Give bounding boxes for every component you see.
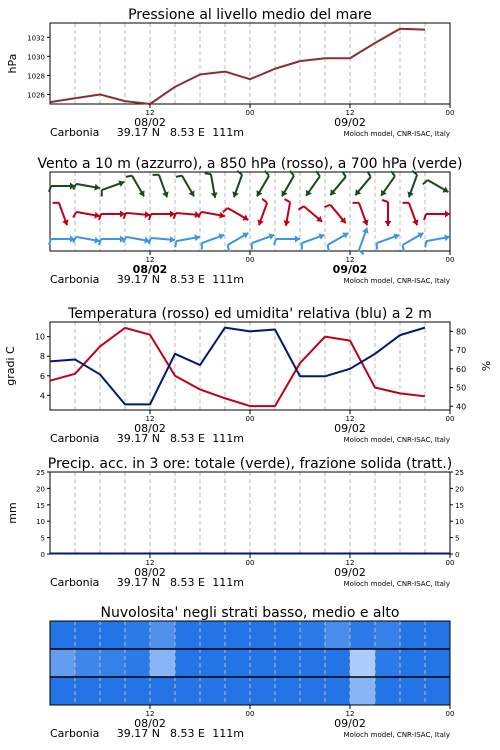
- panel-title: Vento a 10 m (azzurro), a 850 hPa (rosso), a 700 hPa (verde): [37, 156, 463, 172]
- y-tick-label: 10: [34, 332, 45, 342]
- x-tick-label: 12: [145, 710, 155, 718]
- wind-barb-850hpa-head: [385, 221, 392, 226]
- cloud-cell-medio: [400, 649, 426, 678]
- x-tick-label: 12: [345, 109, 355, 117]
- cloud-cell-basso: [100, 677, 126, 706]
- station-name: Carbonia: [50, 727, 100, 740]
- y-right-tick-label: 20: [455, 485, 464, 494]
- station-lat: 39.17 N: [116, 273, 160, 286]
- cloud-cell-medio: [275, 649, 301, 678]
- y-right-tick-label: 25: [455, 469, 464, 477]
- cloud-cell-alto: [400, 621, 426, 650]
- y-tick-label: 1026: [27, 91, 45, 100]
- cloud-cell-medio: [125, 649, 151, 678]
- wind-barb-10m-feather: [73, 237, 76, 243]
- wind-barb-850hpa-feather: [198, 212, 201, 218]
- cloud-cell-basso: [125, 677, 151, 706]
- y-tick-label: 5: [40, 534, 45, 543]
- station-alt: 111m: [212, 126, 244, 139]
- pressure-line: [50, 29, 425, 104]
- wind-barb-10m-feather: [328, 245, 329, 251]
- panel-title: Temperatura (rosso) ed umidita' relativa (blu) a 2 m: [68, 306, 432, 322]
- cloud-cell-alto: [375, 621, 401, 650]
- y-right-tick-label: 0: [455, 551, 460, 559]
- cloud-cell-alto: [175, 621, 201, 650]
- y-right-tick-label: 15: [455, 501, 464, 510]
- station-lat: 39.17 N: [116, 576, 160, 589]
- humidity-line: [50, 328, 425, 405]
- station-lat: 39.17 N: [116, 126, 160, 139]
- cloud-cell-alto: [50, 621, 76, 650]
- cloud-cell-alto: [350, 621, 376, 650]
- y-right-tick-label: 50: [456, 383, 467, 393]
- x-tick-label: 12: [345, 559, 355, 567]
- cloud-cell-medio: [150, 649, 176, 678]
- wind-barb-700hpa-feather: [49, 186, 51, 192]
- cloud-cell-medio: [100, 649, 126, 678]
- wind-barb-850hpa-feather: [285, 199, 291, 202]
- cloud-cell-medio: [250, 649, 276, 678]
- model-credit: Moloch model, CNR-ISAC, Italy: [343, 731, 450, 739]
- cloud-cell-basso: [400, 677, 426, 706]
- station-lon: 8.53 E: [170, 727, 205, 740]
- cloud-cell-medio: [175, 649, 201, 678]
- wind-barb-850hpa-feather: [324, 205, 330, 207]
- cloud-cell-alto: [200, 621, 226, 650]
- cloud-cell-alto: [275, 621, 301, 650]
- cloud-cell-basso: [50, 677, 76, 706]
- date-label: 09/02: [332, 263, 368, 276]
- panel-title: Precip. acc. in 3 ore: totale (verde), frazione solida (tratt.): [47, 456, 453, 472]
- y-tick-label: 20: [36, 485, 45, 494]
- date-label: 08/02: [134, 566, 166, 579]
- wind-barb-850hpa-feather: [298, 206, 303, 209]
- y-right-tick-label: 80: [456, 327, 467, 337]
- station-lat: 39.17 N: [116, 432, 160, 445]
- panel-title: Nuvolosita' negli strati basso, medio e alto: [100, 605, 400, 621]
- cloud-cell-alto: [225, 621, 251, 650]
- station-alt: 111m: [212, 727, 244, 740]
- y-tick-label: 8: [39, 352, 45, 362]
- date-label: 08/02: [134, 717, 166, 730]
- wind-barb-10m-feather: [123, 237, 126, 243]
- x-tick-label: 12: [345, 710, 355, 718]
- wind-barb-10m-head: [170, 236, 175, 243]
- wind-barb-850hpa-head: [445, 211, 450, 218]
- cloud-cell-basso: [275, 677, 301, 706]
- model-credit: Moloch model, CNR-ISAC, Italy: [343, 436, 450, 444]
- plot-frame: [50, 472, 450, 554]
- x-tick-label: 00: [445, 415, 455, 423]
- y-tick-label: 1032: [27, 34, 45, 43]
- station-lon: 8.53 E: [170, 126, 205, 139]
- station-lon: 8.53 E: [170, 432, 205, 445]
- y-tick-label: 0: [40, 551, 45, 559]
- wind-barb-700hpa-feather: [176, 176, 182, 177]
- wind-barb-10m-feather: [274, 239, 276, 245]
- wind-barb-10m-feather: [403, 245, 404, 251]
- y-axis-label: hPa: [6, 53, 19, 74]
- date-label: 08/02: [134, 116, 166, 129]
- x-tick-label: 12: [145, 256, 155, 264]
- y-axis-label: mm: [6, 502, 19, 524]
- y-right-tick-label: 70: [456, 346, 467, 356]
- cloud-cell-basso: [325, 677, 351, 706]
- cloud-cell-alto: [425, 621, 451, 650]
- date-label: 09/02: [334, 717, 366, 730]
- y-right-tick-label: 40: [456, 402, 467, 412]
- station-name: Carbonia: [50, 273, 100, 286]
- cloud-cell-alto: [125, 621, 151, 650]
- y-tick-label: 1030: [27, 53, 45, 62]
- y-tick-label: 15: [36, 501, 45, 510]
- station-name: Carbonia: [50, 432, 100, 445]
- cloud-cell-medio: [50, 649, 76, 678]
- wind-barb-700hpa-feather: [126, 176, 132, 177]
- y-right-tick-label: 60: [456, 364, 467, 374]
- cloud-cell-medio: [225, 649, 251, 678]
- station-name: Carbonia: [50, 576, 100, 589]
- y-right-axis-label: %: [480, 360, 493, 372]
- x-tick-label: 00: [245, 256, 255, 264]
- y-right-tick-label: 10: [455, 518, 464, 527]
- cloud-cell-basso: [425, 677, 451, 706]
- model-credit: Moloch model, CNR-ISAC, Italy: [343, 130, 450, 138]
- cloud-cell-alto: [75, 621, 101, 650]
- wind-barb-700hpa-feather: [205, 173, 211, 174]
- wind-barb-850hpa-feather: [73, 212, 76, 218]
- date-label: 09/02: [334, 566, 366, 579]
- x-tick-label: 12: [145, 415, 155, 423]
- wind-barb-700hpa-feather: [73, 184, 76, 190]
- cloud-cell-basso: [150, 677, 176, 706]
- y-right-tick-label: 5: [455, 534, 460, 543]
- cloud-cell-basso: [225, 677, 251, 706]
- x-tick-label: 00: [445, 710, 455, 718]
- wind-barb-850hpa-feather: [99, 214, 101, 220]
- x-tick-label: 12: [145, 559, 155, 567]
- date-label: 08/02: [132, 263, 168, 276]
- x-tick-label: 00: [245, 415, 255, 423]
- x-tick-label: 12: [345, 256, 355, 264]
- cloud-cell-medio: [300, 649, 326, 678]
- station-alt: 111m: [212, 576, 244, 589]
- panel-title: Pressione al livello medio del mare: [128, 7, 372, 23]
- wind-barb-10m-head: [295, 236, 300, 243]
- cloud-cell-alto: [250, 621, 276, 650]
- station-lat: 39.17 N: [116, 727, 160, 740]
- station-alt: 111m: [212, 432, 244, 445]
- x-tick-label: 00: [245, 710, 255, 718]
- cloud-cell-medio: [425, 649, 451, 678]
- y-axis-label: gradi C: [4, 346, 17, 386]
- cloud-cell-medio: [350, 649, 376, 678]
- temperature-line: [50, 328, 425, 406]
- station-lon: 8.53 E: [170, 576, 205, 589]
- wind-barb-850hpa-feather: [424, 214, 426, 220]
- x-tick-label: 00: [445, 109, 455, 117]
- cloud-cell-basso: [350, 677, 376, 706]
- cloud-cell-basso: [75, 677, 101, 706]
- cloud-cell-basso: [375, 677, 401, 706]
- cloud-cell-medio: [200, 649, 226, 678]
- cloud-cell-basso: [200, 677, 226, 706]
- wind-barb-10m-feather: [425, 241, 426, 247]
- date-label: 09/02: [334, 116, 366, 129]
- y-tick-label: 25: [36, 469, 45, 477]
- cloud-cell-basso: [300, 677, 326, 706]
- cloud-cell-alto: [150, 621, 176, 650]
- model-credit: Moloch model, CNR-ISAC, Italy: [343, 580, 450, 588]
- wind-barb-10m-feather: [228, 245, 229, 251]
- wind-barb-10m-feather: [99, 239, 101, 245]
- x-tick-label: 00: [445, 256, 455, 264]
- y-tick-label: 1028: [27, 72, 45, 81]
- wind-barb-10m-feather: [49, 239, 51, 245]
- station-lon: 8.53 E: [170, 273, 205, 286]
- cloud-cell-alto: [325, 621, 351, 650]
- cloud-cell-alto: [300, 621, 326, 650]
- wind-barb-10m-feather: [149, 238, 152, 244]
- date-label: 08/02: [134, 422, 166, 435]
- wind-barb-850hpa-feather: [262, 199, 267, 203]
- cloud-cell-alto: [100, 621, 126, 650]
- model-credit: Moloch model, CNR-ISAC, Italy: [343, 277, 450, 285]
- wind-barb-850hpa-feather: [382, 200, 388, 202]
- wind-barb-10m-feather: [175, 241, 176, 247]
- x-tick-label: 12: [345, 415, 355, 423]
- x-tick-label: 00: [245, 109, 255, 117]
- y-tick-label: 6: [39, 371, 45, 381]
- cloud-cell-basso: [175, 677, 201, 706]
- x-tick-label: 12: [145, 109, 155, 117]
- y-tick-label: 4: [39, 391, 45, 401]
- cloud-cell-basso: [250, 677, 276, 706]
- x-tick-label: 00: [245, 559, 255, 567]
- date-label: 09/02: [334, 422, 366, 435]
- station-name: Carbonia: [50, 126, 100, 139]
- cloud-cell-medio: [375, 649, 401, 678]
- x-tick-label: 00: [445, 559, 455, 567]
- station-alt: 111m: [212, 273, 244, 286]
- cloud-cell-medio: [325, 649, 351, 678]
- y-tick-label: 10: [36, 518, 45, 527]
- cloud-cell-medio: [75, 649, 101, 678]
